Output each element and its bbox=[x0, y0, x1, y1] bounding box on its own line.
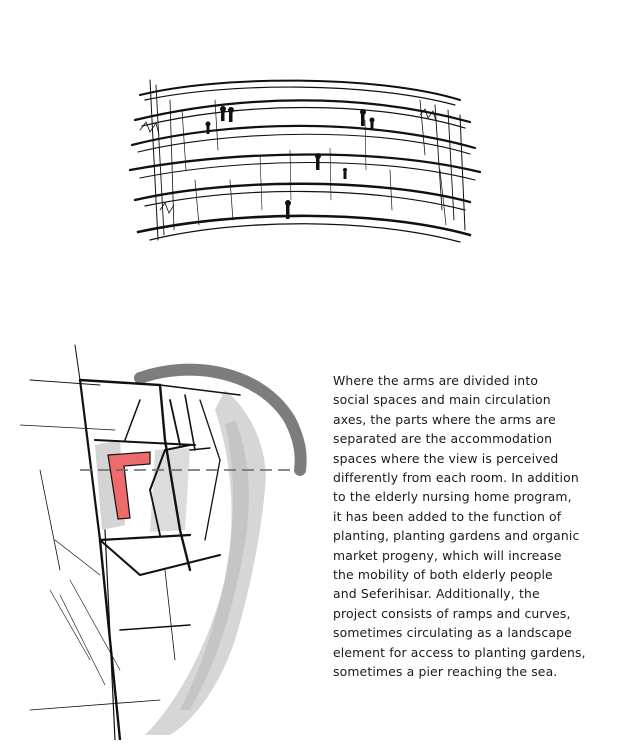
description-line: to the elderly nursing home program, bbox=[333, 489, 572, 505]
description-line: and Seferihisar. Additionally, the bbox=[333, 586, 540, 602]
description-line: axes, the parts where the arms are bbox=[333, 411, 556, 427]
description-line: market progeny, which will increase bbox=[333, 547, 562, 563]
description-line: element for access to planting gardens, bbox=[333, 644, 586, 660]
plan-sketch bbox=[20, 340, 320, 740]
description-line: the mobility of both elderly people bbox=[333, 567, 553, 583]
description-line: Where the arms are divided into bbox=[333, 373, 539, 388]
description-line: spaces where the view is perceived bbox=[333, 450, 559, 466]
description-line: project consists of ramps and curves, bbox=[333, 605, 571, 621]
description-line: it has been added to the function of bbox=[333, 508, 562, 524]
description-line: planting, planting gardens and organic bbox=[333, 528, 580, 544]
description-line: social spaces and main circulation bbox=[333, 392, 551, 408]
project-description bbox=[333, 371, 593, 682]
description-line: separated are the accommodation bbox=[333, 431, 553, 447]
description-line: differently from each room. In addition bbox=[333, 470, 579, 486]
description-line: sometimes a pier reaching the sea. bbox=[333, 664, 558, 680]
description-line: sometimes circulating as a landscape bbox=[333, 625, 572, 641]
perspective-sketch bbox=[120, 60, 500, 260]
